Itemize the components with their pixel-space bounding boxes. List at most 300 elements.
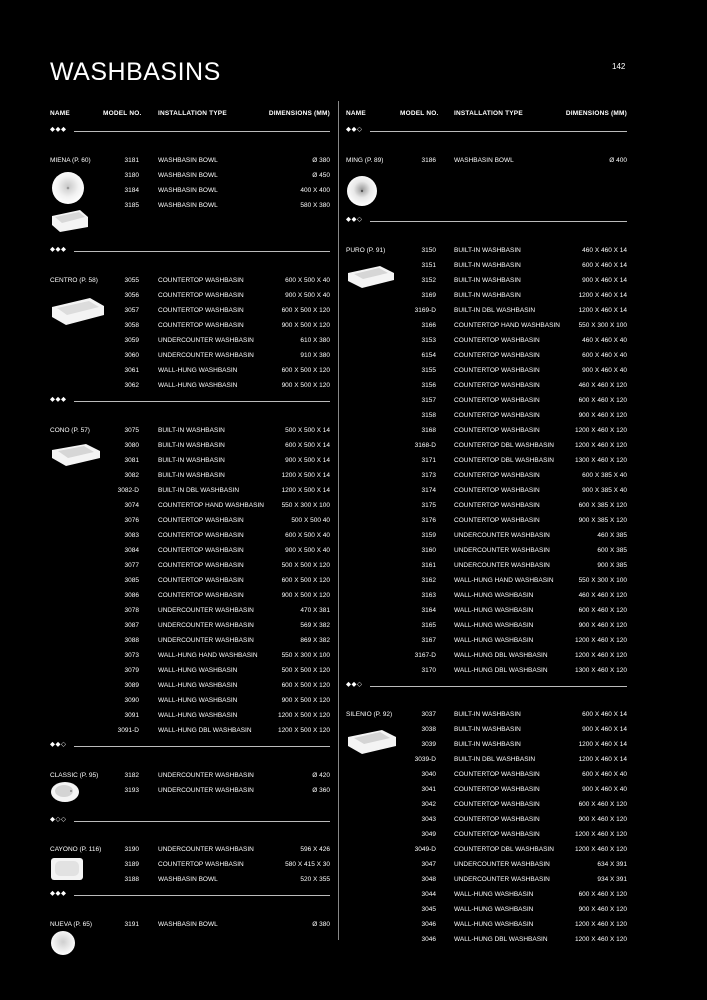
table-row <box>346 919 627 931</box>
section-divider <box>50 247 330 255</box>
installation-type: WASHBASIN BOWL <box>158 157 218 164</box>
dimensions: 596 X 426 <box>300 846 330 853</box>
header-dimensions: DIMENSIONS (MM) <box>268 110 330 117</box>
installation-type: BUILT-IN WASHBASIN <box>454 711 521 718</box>
installation-type: WALL-HUNG WASHBASIN <box>454 592 534 599</box>
divider-line <box>370 131 627 132</box>
rating-marks: ◆◆◇ <box>346 126 363 133</box>
dimensions: 610 X 380 <box>300 337 330 344</box>
installation-type: COUNTERTOP WASHBASIN <box>158 277 244 284</box>
installation-type: COUNTERTOP WASHBASIN <box>454 427 540 434</box>
installation-type: BUILT-IN WASHBASIN <box>454 277 521 284</box>
dimensions: Ø 450 <box>312 172 330 179</box>
section-divider <box>50 891 330 899</box>
installation-type: BUILT-IN WASHBASIN <box>454 726 521 733</box>
dimensions: 900 X 460 X 14 <box>582 726 627 733</box>
installation-type: BUILT-IN WASHBASIN <box>454 247 521 254</box>
installation-type: BUILT-IN WASHBASIN <box>454 292 521 299</box>
dimensions: 600 X 460 X 120 <box>578 891 627 898</box>
dimensions: 900 X 460 X 120 <box>578 816 627 823</box>
installation-type: COUNTERTOP WASHBASIN <box>454 816 540 823</box>
dimensions: 600 X 460 X 120 <box>578 607 627 614</box>
model-number: 3091-D <box>117 727 139 734</box>
table-row <box>50 665 330 677</box>
installation-type: COUNTERTOP WASHBASIN <box>158 292 244 299</box>
dimensions: 460 X 385 <box>597 532 627 539</box>
product-name: PURO (P. 91) <box>346 247 386 254</box>
table-row <box>346 440 627 452</box>
installation-type: BUILT-IN WASHBASIN <box>158 442 225 449</box>
dimensions: 600 X 385 X 40 <box>582 472 627 479</box>
model-number: 3038 <box>421 726 436 733</box>
ming-product-image <box>346 175 378 212</box>
dimensions: 470 X 381 <box>300 607 330 614</box>
header-dimensions: DIMENSIONS (MM) <box>565 110 627 117</box>
product-name: CAYONO (P. 116) <box>50 846 102 853</box>
model-number: 3162 <box>421 577 436 584</box>
model-number: 3176 <box>421 517 436 524</box>
model-number: 3159 <box>421 532 436 539</box>
column-divider <box>338 101 339 940</box>
table-row <box>50 185 330 197</box>
model-number: 3169 <box>421 292 436 299</box>
model-number: 3090 <box>124 697 139 704</box>
table-row <box>346 650 627 662</box>
dimensions: 1200 X 460 X 14 <box>578 307 627 314</box>
installation-type: UNDERCOUNTER WASHBASIN <box>158 637 254 644</box>
installation-type: COUNTERTOP WASHBASIN <box>454 397 540 404</box>
table-row <box>50 530 330 542</box>
table-row <box>50 874 330 886</box>
rating-marks: ◆◆◆ <box>50 126 67 133</box>
model-number: 3085 <box>124 577 139 584</box>
model-number: 3047 <box>421 861 436 868</box>
table-row <box>50 710 330 722</box>
model-number: 3153 <box>421 337 436 344</box>
table-row <box>346 635 627 647</box>
model-number: 3174 <box>421 487 436 494</box>
installation-type: UNDERCOUNTER WASHBASIN <box>158 846 254 853</box>
model-number: 3193 <box>124 787 139 794</box>
model-number: 3046 <box>421 921 436 928</box>
table-row <box>50 275 330 287</box>
installation-type: COUNTERTOP WASHBASIN <box>454 472 540 479</box>
dimensions: 900 X 500 X 40 <box>285 547 330 554</box>
installation-type: COUNTERTOP WASHBASIN <box>158 577 244 584</box>
table-row <box>50 650 330 662</box>
table-row <box>346 350 627 362</box>
table-row <box>50 575 330 587</box>
dimensions: 600 X 385 <box>597 547 627 554</box>
dimensions: 900 X 460 X 120 <box>578 622 627 629</box>
model-number: 3190 <box>124 846 139 853</box>
table-row <box>346 530 627 542</box>
table-row <box>50 485 330 497</box>
dimensions: 910 X 380 <box>300 352 330 359</box>
installation-type: BUILT-IN WASHBASIN <box>454 262 521 269</box>
section-divider <box>50 742 330 750</box>
dimensions: 1200 X 500 X 14 <box>281 472 330 479</box>
header-installation-type: INSTALLATION TYPE <box>454 110 523 117</box>
dimensions: 460 X 460 X 40 <box>582 337 627 344</box>
table-row <box>346 814 627 826</box>
dimensions: 1200 X 500 X 120 <box>277 727 330 734</box>
installation-type: COUNTERTOP WASHBASIN <box>454 771 540 778</box>
dimensions: 900 X 500 X 120 <box>281 697 330 704</box>
model-number: 3188 <box>124 876 139 883</box>
model-number: 3165 <box>421 622 436 629</box>
model-number: 3081 <box>124 457 139 464</box>
table-row <box>50 155 330 167</box>
rating-marks: ◆◆◆ <box>50 396 67 403</box>
dimensions: 869 X 382 <box>300 637 330 644</box>
table-row <box>346 485 627 497</box>
model-number: 3059 <box>124 337 139 344</box>
model-number: 3191 <box>124 921 139 928</box>
table-row <box>346 575 627 587</box>
dimensions: 500 X 500 40 <box>291 517 330 524</box>
installation-type: BUILT-IN WASHBASIN <box>158 457 225 464</box>
model-number: 3186 <box>421 157 436 164</box>
installation-type: WASHBASIN BOWL <box>158 876 218 883</box>
table-row <box>50 725 330 737</box>
rating-marks: ◆◆◆ <box>50 246 67 253</box>
installation-type: WALL-HUNG DBL WASHBASIN <box>158 727 252 734</box>
installation-type: COUNTERTOP WASHBASIN <box>158 532 244 539</box>
installation-type: BUILT-IN WASHBASIN <box>158 472 225 479</box>
model-number: 3056 <box>124 292 139 299</box>
model-number: 3150 <box>421 247 436 254</box>
installation-type: WASHBASIN BOWL <box>454 157 514 164</box>
table-row <box>346 305 627 317</box>
section-divider <box>50 127 330 135</box>
dimensions: Ø 380 <box>312 921 330 928</box>
product-name: CONO (P. 57) <box>50 427 90 434</box>
installation-type: WALL-HUNG HAND WASHBASIN <box>158 652 258 659</box>
installation-type: COUNTERTOP HAND WASHBASIN <box>158 502 264 509</box>
table-row <box>50 365 330 377</box>
dimensions: 600 X 500 X 120 <box>281 307 330 314</box>
divider-line <box>74 401 330 402</box>
model-number: 3166 <box>421 322 436 329</box>
model-number: 3043 <box>421 816 436 823</box>
model-number: 3078 <box>124 607 139 614</box>
dimensions: 500 X 500 X 14 <box>285 427 330 434</box>
model-number: 3185 <box>124 202 139 209</box>
dimensions: 600 X 460 X 40 <box>582 352 627 359</box>
section-divider <box>50 817 330 825</box>
dimensions: 600 X 500 X 40 <box>285 277 330 284</box>
cono-product-image <box>50 442 102 473</box>
model-number: 3076 <box>124 517 139 524</box>
installation-type: UNDERCOUNTER WASHBASIN <box>158 622 254 629</box>
dimensions: Ø 380 <box>312 157 330 164</box>
installation-type: WASHBASIN BOWL <box>158 202 218 209</box>
dimensions: 900 X 500 X 40 <box>285 292 330 299</box>
model-number: 3181 <box>124 157 139 164</box>
installation-type: WALL-HUNG WASHBASIN <box>158 682 238 689</box>
model-number: 3086 <box>124 592 139 599</box>
installation-type: WALL-HUNG WASHBASIN <box>158 712 238 719</box>
model-number: 3079 <box>124 667 139 674</box>
table-row <box>346 665 627 677</box>
section-divider <box>346 682 627 690</box>
model-number: 3173 <box>421 472 436 479</box>
model-number: 3180 <box>124 172 139 179</box>
dimensions: 1200 X 460 X 120 <box>574 442 627 449</box>
table-row <box>50 605 330 617</box>
installation-type: UNDERCOUNTER WASHBASIN <box>454 532 550 539</box>
model-number: 3057 <box>124 307 139 314</box>
table-row <box>346 335 627 347</box>
dimensions: 580 X 380 <box>300 202 330 209</box>
table-row <box>346 560 627 572</box>
model-number: 3082-D <box>117 487 139 494</box>
model-number: 3157 <box>421 397 436 404</box>
model-number: 3175 <box>421 502 436 509</box>
model-number: 3156 <box>421 382 436 389</box>
model-number: 3189 <box>124 861 139 868</box>
table-row <box>346 380 627 392</box>
dimensions: 900 X 460 X 120 <box>578 906 627 913</box>
installation-type: COUNTERTOP WASHBASIN <box>158 861 244 868</box>
table-row <box>50 635 330 647</box>
dimensions: 600 X 460 X 120 <box>578 801 627 808</box>
installation-type: WASHBASIN BOWL <box>158 187 218 194</box>
dimensions: 600 X 500 X 120 <box>281 577 330 584</box>
model-number: 3074 <box>124 502 139 509</box>
table-row <box>346 605 627 617</box>
dimensions: 600 X 460 X 40 <box>582 771 627 778</box>
dimensions: 600 X 460 X 14 <box>582 711 627 718</box>
dimensions: 520 X 355 <box>300 876 330 883</box>
model-number: 3091 <box>124 712 139 719</box>
dimensions: 1200 X 460 X 120 <box>574 921 627 928</box>
section-divider <box>346 217 627 225</box>
dimensions: 1200 X 460 X 120 <box>574 846 627 853</box>
model-number: 3151 <box>421 262 436 269</box>
table-row <box>346 904 627 916</box>
header-name: NAME <box>50 110 70 117</box>
cayono-product-image <box>50 857 84 886</box>
dimensions: 1200 X 460 X 120 <box>574 637 627 644</box>
table-row <box>50 620 330 632</box>
product-name: CLASSIC (P. 95) <box>50 772 99 779</box>
dimensions: 550 X 300 X 100 <box>578 577 627 584</box>
model-number: 3083 <box>124 532 139 539</box>
model-number: 3169-D <box>414 307 436 314</box>
dimensions: 600 X 460 X 120 <box>578 397 627 404</box>
installation-type: COUNTERTOP WASHBASIN <box>158 562 244 569</box>
dimensions: 900 X 460 X 14 <box>582 277 627 284</box>
rating-marks: ◆◆◇ <box>50 741 67 748</box>
installation-type: WALL-HUNG WASHBASIN <box>454 906 534 913</box>
model-number: 3168 <box>421 427 436 434</box>
product-name: MING (P. 89) <box>346 157 384 164</box>
model-number: 3046 <box>421 936 436 943</box>
dimensions: 900 X 500 X 14 <box>285 457 330 464</box>
page-number: 142 <box>612 62 626 71</box>
installation-type: COUNTERTOP WASHBASIN <box>454 367 540 374</box>
installation-type: COUNTERTOP WASHBASIN <box>454 352 540 359</box>
installation-type: COUNTERTOP WASHBASIN <box>158 307 244 314</box>
installation-type: WALL-HUNG WASHBASIN <box>158 697 238 704</box>
dimensions: 1200 X 500 X 120 <box>277 712 330 719</box>
dimensions: 1300 X 460 X 120 <box>574 667 627 674</box>
installation-type: BUILT-IN DBL WASHBASIN <box>158 487 240 494</box>
divider-line <box>74 895 330 896</box>
model-number: 3040 <box>421 771 436 778</box>
table-row <box>346 425 627 437</box>
installation-type: UNDERCOUNTER WASHBASIN <box>454 861 550 868</box>
table-row <box>50 560 330 572</box>
installation-type: COUNTERTOP HAND WASHBASIN <box>454 322 560 329</box>
model-number: 3167 <box>421 637 436 644</box>
model-number: 3049-D <box>414 846 436 853</box>
model-number: 3058 <box>124 322 139 329</box>
nueva-product-image <box>50 930 76 961</box>
table-row <box>346 245 627 257</box>
dimensions: 600 X 460 X 14 <box>582 262 627 269</box>
model-number: 3182 <box>124 772 139 779</box>
installation-type: BUILT-IN WASHBASIN <box>454 741 521 748</box>
divider-line <box>74 821 330 822</box>
dimensions: 400 X 400 <box>300 187 330 194</box>
model-number: 6154 <box>421 352 436 359</box>
table-row <box>50 590 330 602</box>
table-row <box>346 365 627 377</box>
dimensions: 900 X 385 X 120 <box>578 517 627 524</box>
table-row <box>50 770 330 782</box>
model-number: 3060 <box>124 352 139 359</box>
model-number: 3088 <box>124 637 139 644</box>
rating-marks: ◆◇◇ <box>50 816 67 823</box>
table-row <box>346 545 627 557</box>
model-number: 3168-D <box>414 442 436 449</box>
dimensions: 550 X 300 X 100 <box>281 502 330 509</box>
model-number: 3164 <box>421 607 436 614</box>
table-row <box>346 784 627 796</box>
installation-type: WALL-HUNG DBL WASHBASIN <box>454 936 548 943</box>
section-divider <box>50 397 330 405</box>
puro-product-image <box>346 264 396 295</box>
dimensions: 500 X 500 X 120 <box>281 562 330 569</box>
model-number: 3048 <box>421 876 436 883</box>
installation-type: COUNTERTOP WASHBASIN <box>158 517 244 524</box>
model-number: 3041 <box>421 786 436 793</box>
divider-line <box>370 686 627 687</box>
installation-type: COUNTERTOP WASHBASIN <box>454 786 540 793</box>
header-name: NAME <box>346 110 366 117</box>
silenio-product-image <box>346 728 398 761</box>
model-number: 3167-D <box>414 652 436 659</box>
table-row <box>50 695 330 707</box>
model-number: 3087 <box>124 622 139 629</box>
model-number: 3158 <box>421 412 436 419</box>
installation-type: BUILT-IN DBL WASHBASIN <box>454 307 536 314</box>
installation-type: UNDERCOUNTER WASHBASIN <box>158 337 254 344</box>
table-row <box>346 470 627 482</box>
installation-type: WALL-HUNG DBL WASHBASIN <box>454 667 548 674</box>
model-number: 3062 <box>124 382 139 389</box>
dimensions: 934 X 391 <box>597 876 627 883</box>
table-row <box>50 844 330 856</box>
dimensions: 1200 X 460 X 120 <box>574 936 627 943</box>
installation-type: WALL-HUNG HAND WASHBASIN <box>454 577 554 584</box>
rating-marks: ◆◆◇ <box>346 216 363 223</box>
table-row <box>50 515 330 527</box>
installation-type: UNDERCOUNTER WASHBASIN <box>454 547 550 554</box>
installation-type: WALL-HUNG WASHBASIN <box>158 382 238 389</box>
installation-type: COUNTERTOP DBL WASHBASIN <box>454 442 554 449</box>
dimensions: Ø 360 <box>312 787 330 794</box>
table-row <box>346 515 627 527</box>
installation-type: WALL-HUNG WASHBASIN <box>454 637 534 644</box>
divider-line <box>370 221 627 222</box>
dimensions: 1200 X 500 X 14 <box>281 487 330 494</box>
dimensions: 500 X 500 X 120 <box>281 667 330 674</box>
model-number: 3044 <box>421 891 436 898</box>
installation-type: UNDERCOUNTER WASHBASIN <box>454 562 550 569</box>
installation-type: BUILT-IN DBL WASHBASIN <box>454 756 536 763</box>
product-name: NUEVA (P. 65) <box>50 921 93 928</box>
dimensions: 634 X 391 <box>597 861 627 868</box>
dimensions: 600 X 500 X 40 <box>285 532 330 539</box>
table-row <box>50 425 330 437</box>
model-number: 3077 <box>124 562 139 569</box>
dimensions: 1200 X 460 X 14 <box>578 741 627 748</box>
model-number: 3055 <box>124 277 139 284</box>
model-number: 3073 <box>124 652 139 659</box>
model-number: 3163 <box>421 592 436 599</box>
dimensions: 460 X 460 X 14 <box>582 247 627 254</box>
installation-type: COUNTERTOP WASHBASIN <box>158 322 244 329</box>
model-number: 3089 <box>124 682 139 689</box>
header-installation-type: INSTALLATION TYPE <box>158 110 227 117</box>
table-row <box>346 410 627 422</box>
divider-line <box>74 131 330 132</box>
installation-type: WALL-HUNG WASHBASIN <box>454 607 534 614</box>
table-row <box>346 859 627 871</box>
table-row <box>346 155 627 167</box>
classic-product-image <box>50 780 80 809</box>
dimensions: 580 X 415 X 30 <box>285 861 330 868</box>
dimensions: 900 X 500 X 120 <box>281 322 330 329</box>
table-row <box>50 200 330 212</box>
table-row <box>346 395 627 407</box>
product-name: CENTRO (P. 58) <box>50 277 98 284</box>
dimensions: 550 X 300 X 100 <box>281 652 330 659</box>
installation-type: COUNTERTOP WASHBASIN <box>454 487 540 494</box>
product-name: SILENIO (P. 92) <box>346 711 393 718</box>
model-number: 3160 <box>421 547 436 554</box>
dimensions: 900 X 500 X 120 <box>281 382 330 389</box>
installation-type: UNDERCOUNTER WASHBASIN <box>158 787 254 794</box>
model-number: 3037 <box>421 711 436 718</box>
dimensions: 600 X 500 X 120 <box>281 682 330 689</box>
model-number: 3061 <box>124 367 139 374</box>
table-row <box>346 769 627 781</box>
dimensions: 1300 X 460 X 120 <box>574 457 627 464</box>
table-row <box>346 709 627 721</box>
installation-type: WALL-HUNG DBL WASHBASIN <box>454 652 548 659</box>
dimensions: 600 X 500 X 14 <box>285 442 330 449</box>
model-number: 3039-D <box>414 756 436 763</box>
table-row <box>346 889 627 901</box>
model-number: 3170 <box>421 667 436 674</box>
installation-type: WALL-HUNG WASHBASIN <box>454 622 534 629</box>
dimensions: 600 X 385 X 120 <box>578 502 627 509</box>
